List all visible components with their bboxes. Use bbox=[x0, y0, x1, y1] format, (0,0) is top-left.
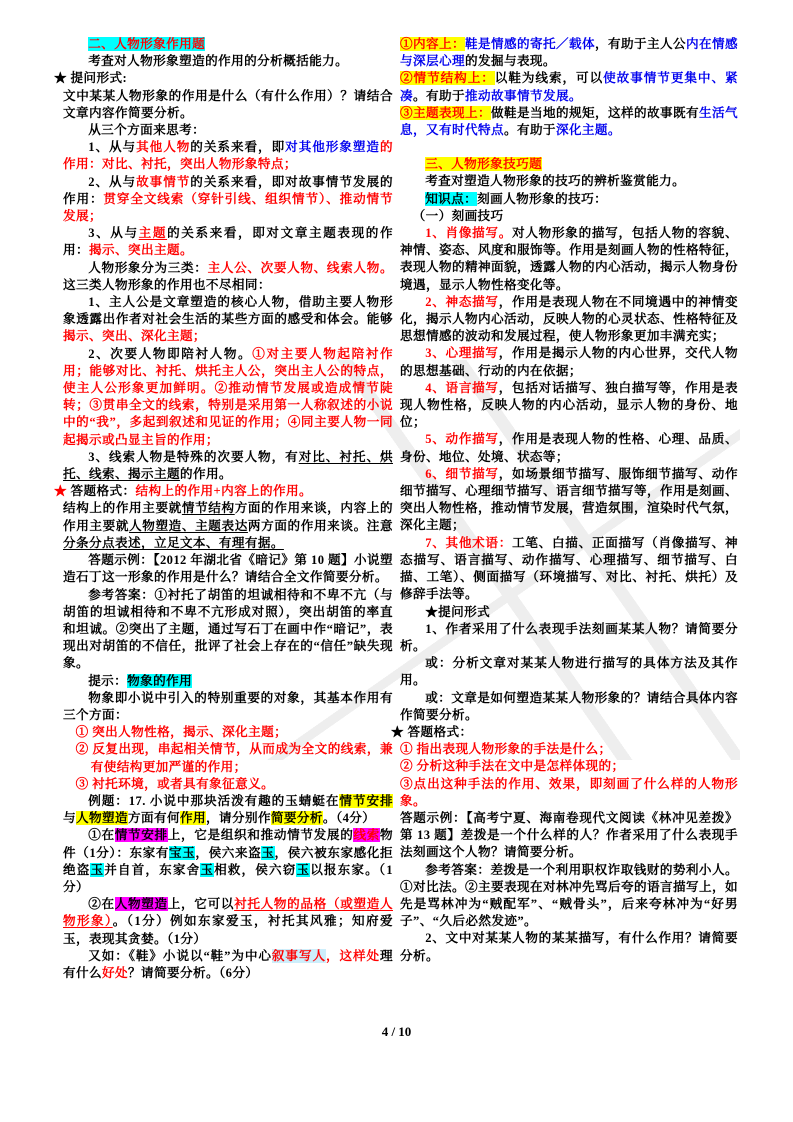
text-run: 人物塑造 bbox=[114, 897, 168, 912]
text-run: 对比、衬托、烘托、线索、揭示主题 bbox=[63, 449, 393, 482]
text-run: 6、细节描写 bbox=[425, 466, 499, 481]
text-run: 从三个方面来思考： bbox=[88, 123, 206, 138]
paragraph bbox=[400, 621, 738, 655]
paragraph bbox=[63, 346, 393, 449]
text-run: 考查对人物形象塑造的作用的分析概括能力。 bbox=[88, 54, 349, 69]
text-run: 7、其他术语： bbox=[425, 535, 513, 550]
paragraph bbox=[63, 587, 393, 673]
text-run: 情节安排 bbox=[339, 793, 393, 808]
paragraph bbox=[63, 260, 393, 294]
text-run: ③点出这种手法的作用、效果，即刻画了什么样的人物形象。 bbox=[400, 776, 738, 808]
paragraph bbox=[63, 896, 393, 948]
page-number: 4 / 10 bbox=[381, 1024, 412, 1039]
paragraph bbox=[63, 500, 393, 552]
text-run: 方面有何 bbox=[127, 811, 180, 826]
text-run: ③ 衬托环境，或者具有象征意义。 bbox=[75, 776, 275, 791]
text-run: 上，它可以 bbox=[167, 897, 235, 912]
text-run: 提示： bbox=[88, 673, 128, 688]
text-run: ，侯六来盗 bbox=[195, 845, 262, 860]
text-run: 情节结构 bbox=[181, 501, 235, 516]
paragraph bbox=[63, 552, 393, 586]
paragraph bbox=[63, 724, 393, 741]
text-run: 4、语言描写 bbox=[425, 380, 499, 395]
text-run: 2、神态描写 bbox=[425, 294, 499, 309]
text-run: 推动故事情节发展。 bbox=[464, 88, 582, 103]
text-run: 物件（1分）：东家有 bbox=[63, 828, 393, 860]
paragraph bbox=[400, 862, 738, 931]
text-run: 故事情节 bbox=[136, 174, 191, 189]
text-run: ① 指出表现人物形象的手法是什么； bbox=[400, 742, 612, 757]
text-run: 参考答案：①衬托了胡笛的坦诚相待和不卑不亢（与胡笛的坦诚相待和不卑不亢形成对照），突出胡笛的率直和坦诚。②突出了主题，通过写石丁在画中作“暗记”，表现出对胡笛的不信任，批评了社会上存在的“信任”缺失现象。 bbox=[63, 587, 393, 671]
text-run: 参考答案：差拨是一个利用职权诈取钱财的势利小人。①对比法。②主要表现在对林冲先骂后夸的语言描写上，如先是骂林冲为“贼配军”、“贼骨头”，后来夸林冲为“好男子”、“久后必然发迹”。 bbox=[400, 862, 738, 929]
text-run: 答题示例：【2012 年湖北省《暗记》第 10 题】小说塑造石丁这一形象的作用是什么？请结合全文作简要分析。 bbox=[63, 553, 393, 585]
paragraph bbox=[63, 294, 393, 346]
paragraph bbox=[63, 793, 393, 827]
text-run: 这三类人物形象的作用也不尽相同： bbox=[63, 277, 271, 292]
paragraph bbox=[400, 466, 738, 535]
text-run: 玉 bbox=[90, 862, 105, 877]
text-run: 考查对塑造人物形象的技巧的辨析鉴赏能力。 bbox=[425, 174, 686, 189]
text-run: 1、从与 bbox=[88, 140, 137, 155]
paragraph bbox=[63, 741, 393, 775]
text-run: ，作用是表现人物的性格、心理、品质、身份、地位、处境、状态等； bbox=[400, 432, 738, 464]
text-run: 情节安排 bbox=[114, 828, 168, 843]
text-run: ，侯六被东家感化拒绝盗 bbox=[63, 845, 393, 877]
text-run: 上，它是组织和推动情节发展的 bbox=[167, 828, 354, 843]
text-run: 玉 bbox=[200, 862, 215, 877]
text-run: ？请简要分析。（6分） bbox=[127, 965, 259, 980]
text-run: 1、作者采用了什么表现手法刻画某某人物？请简要分析。 bbox=[400, 621, 738, 653]
text-run: 主题 bbox=[138, 226, 168, 241]
text-run: 工笔、白描、正面描写（肖像描写、神态描写、语言描写、动作描写、心理描写、细节描写、白描、工笔）、侧面描写（环境描写、对比、衬托、烘托）及修辞手法等。 bbox=[400, 535, 738, 602]
text-run: 鞋是情感的寄托／载体 bbox=[465, 37, 595, 51]
paragraph bbox=[63, 88, 393, 122]
text-run: 并自首，东家舍 bbox=[104, 862, 201, 877]
text-run: 或：文章是如何塑造某某人物形象的？请结合具体内容作简要分析。 bbox=[400, 690, 738, 722]
paragraph bbox=[63, 122, 393, 139]
paragraph bbox=[400, 655, 738, 689]
text-run: 揭示、突出、深化主题； bbox=[63, 329, 206, 344]
text-run: 分条分点表述，立足文本、有理有据。 bbox=[63, 535, 284, 550]
text-run: 相救，侯六窃 bbox=[214, 862, 297, 877]
text-run: 深化主题。 bbox=[555, 123, 621, 138]
text-run: 2、文中对某某人物的某某描写，有什么作用？请简要分析。 bbox=[400, 931, 738, 963]
text-run: ★提问形式 bbox=[425, 604, 491, 619]
text-run: 玉 bbox=[261, 845, 275, 860]
paragraph bbox=[400, 776, 738, 810]
text-run: 物象的作用 bbox=[127, 673, 193, 688]
paragraph bbox=[400, 173, 738, 190]
text-run: 理有什么 bbox=[63, 948, 394, 980]
text-run: 生活气息，又有时代特点 bbox=[400, 105, 738, 138]
text-run: 文中某某人物形象的作用是什么（有什么作用）？请结合文章内容作简要分析。 bbox=[63, 88, 393, 120]
text-run: 提问形式: bbox=[67, 71, 128, 86]
text-run: 人物形象分为三类： bbox=[88, 260, 208, 275]
right-column bbox=[391, 36, 739, 982]
text-run: 好处 bbox=[101, 965, 128, 980]
text-run: 人物塑造、主题表达 bbox=[129, 518, 248, 533]
text-run: 1、主人公是文章塑造的核心人物，借助主要人物形象透露出作者对社会生活的某些方面的感受和体会。能够 bbox=[63, 295, 393, 327]
text-run: ，请分别作 bbox=[205, 811, 271, 826]
paragraph bbox=[400, 431, 738, 465]
text-run: 内在情感与深层心理 bbox=[400, 37, 738, 69]
paragraph bbox=[63, 36, 393, 53]
text-run: 5、动作描写 bbox=[425, 432, 499, 447]
text-run: 三、人物形象技巧题 bbox=[425, 157, 543, 172]
text-run: 3、从与 bbox=[88, 226, 139, 241]
text-run: 两方面的作用来谈。注意 bbox=[247, 518, 393, 533]
paragraph bbox=[63, 673, 393, 690]
text-run: 以鞋为线索，可以 bbox=[494, 71, 604, 86]
text-run: 做鞋是当地的规矩，这样的故事既有 bbox=[491, 105, 699, 120]
text-run: 2、从与 bbox=[88, 174, 137, 189]
paragraph bbox=[400, 105, 738, 139]
paragraph bbox=[400, 535, 738, 604]
text-run: （一）刻画技巧 bbox=[412, 208, 504, 223]
paragraph bbox=[400, 294, 738, 346]
paragraph bbox=[400, 741, 738, 758]
text-run: ★ bbox=[391, 724, 404, 739]
text-run: 刻画人物形象的技巧： bbox=[477, 191, 608, 206]
paragraph bbox=[400, 191, 738, 208]
text-run: 答题格式： bbox=[404, 724, 473, 739]
text-run: 结构上的作用+内容上的作用。 bbox=[135, 484, 313, 499]
paragraph bbox=[400, 36, 738, 70]
text-run: 的作用：对比、衬托，突出人物形象特点； bbox=[63, 140, 393, 172]
text-run: 衬托人物的品格（或塑造人物形象） bbox=[63, 897, 393, 929]
text-run: 。有助于 bbox=[413, 88, 465, 103]
text-run: 主人公、次要人物、线索人物。 bbox=[207, 260, 393, 275]
text-run: 对其他形象塑造 bbox=[285, 140, 380, 155]
text-run: ，这样处 bbox=[325, 948, 381, 963]
text-run: ①内容上： bbox=[400, 37, 465, 51]
paragraph bbox=[400, 70, 738, 104]
text-run: 的关系来看，即对故事情节发展的作用： bbox=[63, 174, 393, 206]
paragraph bbox=[63, 948, 393, 982]
text-run: ①对主要人物起陪衬作用；能够对比、衬托、烘托主人公，突出主人公的特点，使主人公形象更加鲜明。②推动情节发展或造成情节陡转；③贯串全文的线索，特别是采用第一人称叙述的小说中的“我”，多起到叙述和见证的作用；④同主要人物一同起揭示或凸显主旨的作用； bbox=[63, 346, 394, 447]
text-run: ① 突出人物性格，揭示、深化主题； bbox=[75, 725, 288, 740]
paragraph bbox=[63, 53, 393, 70]
paragraph bbox=[391, 724, 738, 741]
paragraph bbox=[400, 380, 738, 432]
text-run: ①在 bbox=[88, 828, 115, 843]
text-run: 。（1分）例如东家爱玉，衬托其风雅；知府爱玉，表现其贪婪。（1分） bbox=[63, 914, 393, 946]
paragraph bbox=[400, 225, 738, 294]
text-run: ② 反复出现，串起相关情节，从而成为全文的线索，兼有使结构更加严谨的作用； bbox=[75, 742, 393, 774]
paragraph bbox=[63, 827, 393, 896]
text-run: 的关系来看，即 bbox=[190, 140, 286, 155]
paragraph bbox=[400, 690, 738, 724]
text-run: 揭示、突出主题。 bbox=[89, 243, 193, 258]
text-run: 人物塑造 bbox=[76, 811, 128, 826]
text-run: ③主题表现上： bbox=[400, 105, 491, 120]
text-run: 物象即小说中引入的特别重要的对象，其基本作用有三个方面： bbox=[63, 690, 393, 722]
text-run: 二、人物形象作用题 bbox=[88, 37, 206, 51]
text-run: 线索 bbox=[353, 828, 380, 843]
text-run: ，作用是揭示人物的内心世界，交代人物的思想基础、行动的内在依据； bbox=[400, 346, 738, 378]
paragraph bbox=[400, 345, 738, 379]
text-run: 其他人物 bbox=[136, 140, 191, 155]
paragraph bbox=[400, 810, 738, 862]
text-run: 方面的作用来谈，内容上的作用主要就 bbox=[63, 501, 393, 533]
paragraph bbox=[63, 174, 393, 226]
paragraph bbox=[400, 758, 738, 775]
text-run: 。有助于 bbox=[503, 123, 556, 138]
text-run: ，包括对话描写、独白描写等，作用是表现人物性格，反映人物的内心活动，显示人物的身份、地位； bbox=[400, 380, 738, 430]
text-run: 3、心理描写 bbox=[425, 346, 499, 361]
text-run: 答题示例：【高考宁夏、海南卷现代文阅读《林冲见差拨》第 13 题】差拨是一个什么样的人？作者采用了什么表现手法刻画这个人物？请简要分析。 bbox=[400, 810, 738, 860]
text-run: 玉 bbox=[296, 862, 311, 877]
paragraph bbox=[400, 604, 738, 621]
text-run: 贯穿全文线索（穿针引线、组织情节）、推动情节发展； bbox=[63, 191, 394, 224]
text-run: ② 分析这种手法在文中是怎样体现的； bbox=[400, 759, 625, 774]
text-run: 答题格式： bbox=[67, 484, 136, 499]
text-run: 以报东家。（1分） bbox=[63, 862, 393, 894]
text-run: 与 bbox=[63, 811, 76, 826]
text-run: 简要分析 bbox=[270, 811, 323, 826]
text-run: 的关系来看，即对文章主题表现的作用： bbox=[63, 226, 393, 258]
paragraph bbox=[400, 208, 738, 225]
left-column bbox=[54, 36, 394, 982]
text-run: 1、肖像描写。 bbox=[425, 226, 513, 241]
text-run: 2、次要人物即陪衬人物。 bbox=[88, 346, 253, 361]
paragraph bbox=[54, 483, 393, 500]
text-run: 又如：《鞋》小说以“鞋”为中心 bbox=[88, 948, 272, 963]
text-run: 宝玉 bbox=[169, 845, 196, 860]
text-run: ，如场景细节描写、服饰细节描写、动作细节描写、心理细节描写、语言细节描写等，作用是刻画、突出人物性格，推动情节发展，营造氛围，渲染时代气氛，深化主题； bbox=[400, 466, 738, 533]
paragraph bbox=[54, 70, 393, 87]
paragraph bbox=[63, 449, 393, 483]
paragraph bbox=[63, 225, 393, 259]
text-run: ★ bbox=[54, 484, 67, 499]
text-run: 3、线索人物是特殊的次要人物，有 bbox=[88, 449, 299, 464]
text-run: ②在 bbox=[88, 897, 115, 912]
paragraph bbox=[63, 776, 393, 793]
text-run: ，有助于主人公 bbox=[595, 37, 686, 51]
text-run: 的作用。 bbox=[179, 467, 232, 482]
text-run: 叙事写人 bbox=[271, 948, 326, 963]
paragraph bbox=[400, 156, 738, 173]
paragraph bbox=[63, 690, 393, 724]
text-run: 对人物形象的描写，包括人物的容貌、神情、姿态、风度和服饰等。作用是刻画人物的性格特征，表现人物的精神面貌，透露人物的内心活动，揭示人物身份境遇，显示人物性格变化等。 bbox=[400, 226, 738, 292]
paragraph bbox=[400, 930, 738, 964]
text-run: 例题：17. 小说中那块活泼有趣的玉蜻蜓在 bbox=[88, 793, 340, 808]
page-content bbox=[54, 36, 739, 982]
text-run: 使故事情节更集中、紧凑 bbox=[400, 71, 739, 103]
text-run: 作用 bbox=[179, 811, 206, 826]
text-run: 知识点： bbox=[425, 191, 478, 206]
text-run: 的发掘与表现。 bbox=[464, 54, 556, 69]
text-run: ②情节结构上： bbox=[400, 71, 495, 86]
text-run: 或：分析文章对某某人物进行描写的具体方法及其作用。 bbox=[400, 656, 738, 688]
text-run: ★ bbox=[54, 71, 67, 86]
text-run: ，作用是表现人物在不同境遇中的神情变化，揭示人物内心活动，反映人物的心灵状态、性格特征及思想情感的波动和发展过程，使人物形象更加丰满充实； bbox=[400, 294, 738, 344]
text-run: 结构上的作用主要就 bbox=[63, 501, 182, 516]
text-run: 。（4分） bbox=[322, 811, 376, 826]
paragraph bbox=[63, 139, 393, 173]
